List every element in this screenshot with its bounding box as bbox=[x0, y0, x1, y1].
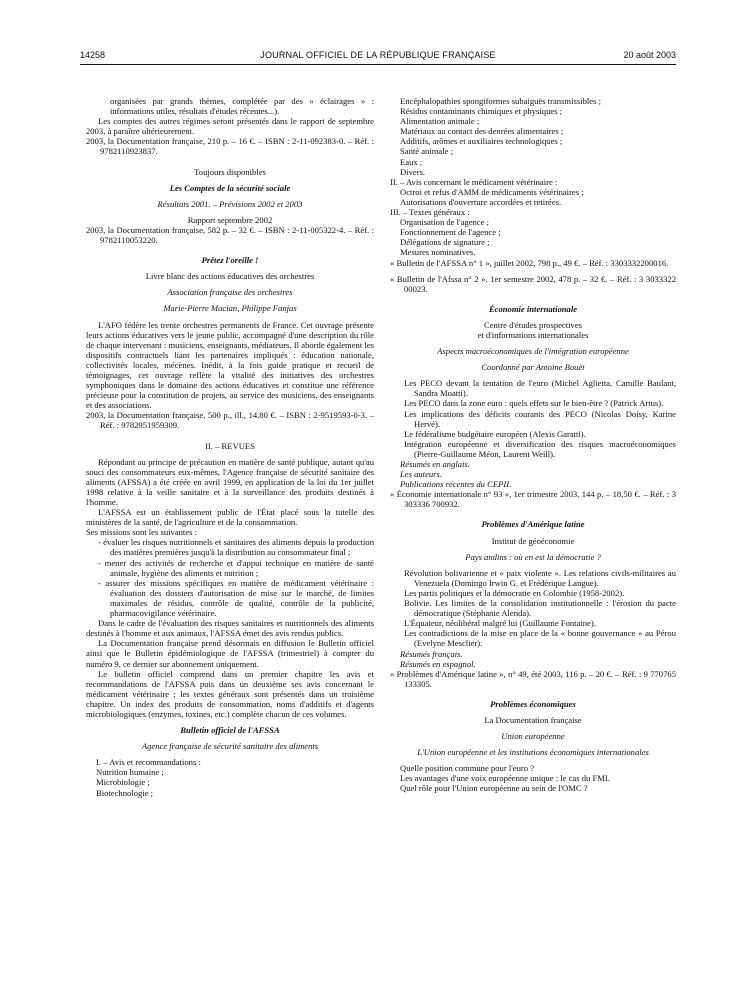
authors: Marie-Pierre Macian, Philippe Fanjas bbox=[163, 303, 297, 314]
article-entry: Quel rôle pour l'Union européenne au sein de l'OMC ? bbox=[400, 783, 588, 794]
list-heading: III. – Textes généraux : bbox=[390, 207, 470, 218]
publication-title: Prêtez l'oreille ! bbox=[201, 255, 259, 266]
article-entry: Les auteurs. bbox=[400, 469, 443, 480]
article-entry: Les partis politiques et la démocratie en Colombie (1958-2002). bbox=[404, 587, 625, 598]
right-column bbox=[390, 96, 676, 794]
section-heading: II. – REVUES bbox=[205, 440, 255, 451]
list-item: - assurer des missions spécifiques en matière de médicament vétérinaire : évaluation des dossiers d'autorisation de mise sur le marché, de limites maximales de résidus, contrôle de qualité, contrôle de la publicité, pharmacovigilance vétérinaire. bbox=[98, 577, 374, 619]
article-entry: Le fédéralisme budgétaire européen (Alexis Garatti). bbox=[404, 428, 586, 439]
list-item: Nutrition humaine ; bbox=[96, 767, 164, 778]
journal-title: JOURNAL OFFICIEL DE LA RÉPUBLIQUE FRANÇAISE bbox=[260, 50, 496, 60]
article-entry: Quelle position commune pour l'euro ? bbox=[400, 763, 535, 774]
issue-date: 20 août 2003 bbox=[623, 50, 676, 60]
paragraph: L'AFO fédère les trente orchestres permanents de France. Cet ouvrage présente leurs actions éducatives vers le jeune public, accompagné d'une description du rôle de chaque intervenant : musiciens, enseignants, médiateurs. Il aborde également les dispositifs contractuels liant les partenaires impliqués : éducation nationale, collectivités locales, mécènes. Inédit, à la fois guide pratique et recueil de témoignages, cet ouvrage reflète la vitalité des initiatives des orchestres symphoniques dans le domaine des actions éducatives et constitue une référence précieuse pour la constitution de projets, au service des musiciens, des enseignants et des associations. bbox=[86, 319, 374, 411]
publication-title: Bulletin officiel de l'AFSSA bbox=[180, 725, 280, 736]
article-entry: L'Équateur, néolibéral malgré lui (Guillaume Fontaine). bbox=[404, 618, 596, 629]
list-item: Alimentation animale ; bbox=[400, 116, 480, 127]
publication-subtitle: Aspects macroéconomiques de l'intégration européenne bbox=[437, 346, 629, 357]
publication-note: Rapport septembre 2002 bbox=[187, 214, 273, 225]
publication-subtitle: Pays andins : où en est la démocratie ? bbox=[465, 551, 601, 562]
paragraph: Répondant au principe de précaution en matière de santé publique, autant qu'au souci des consommateurs eux-mêmes, l'Agence française de sécurité sanitaire des aliments (AFSSA) a été créée en avril 1999, en application de la loi du 1er juillet 1998 relative à la veille sanitaire et à la surveillance des produits destinés à l'homme. bbox=[86, 456, 374, 507]
list-item: Autorisations d'ouverture accordées et retirées. bbox=[400, 196, 562, 207]
list-item: Eaux ; bbox=[400, 156, 423, 167]
paragraph: L'AFSSA est un établissement public de l'État placé sous la tutelle des ministères de la santé, de l'agriculture et de la consommation. bbox=[86, 507, 374, 528]
list-item: Fonctionnement de l'agence ; bbox=[400, 227, 501, 238]
publisher: La Documentation française bbox=[484, 714, 582, 725]
reference: 2003, la Documentation française, 582 p. – 32 €. – ISBN : 2-11-005322-4. – Réf. : 9782110053220. bbox=[86, 224, 374, 246]
list-item: Organisation de l'agence ; bbox=[400, 217, 489, 228]
paragraph: Les comptes des autres régimes seront présentés dans le rapport de septembre 2003, à paraître ultérieurement. bbox=[86, 116, 374, 137]
list-item: Encéphalopathies spongiformes subaiguës transmissibles ; bbox=[400, 96, 601, 106]
list-item: - évaluer les risques nutritionnels et sanitaires des aliments depuis la production des matières premières jusqu'à la distribution au consommateur final ; bbox=[98, 537, 374, 558]
article-entry: Résumés français. bbox=[400, 648, 463, 659]
article-entry: Les PECO devant la tentation de l'euro (Michel Aglietta, Camille Baulant, Sandra Moatti). bbox=[404, 378, 676, 399]
publisher: Institut de géoéconomie bbox=[491, 535, 575, 546]
list-item: Divers. bbox=[400, 166, 426, 177]
publication-title: Problèmes d'Amérique latine bbox=[481, 519, 585, 530]
publication-subtitle: Résultats 2001. – Prévisions 2002 et 2003 bbox=[157, 198, 303, 209]
list-heading: II. – Avis concernant le médicament vétérinaire : bbox=[390, 176, 558, 187]
article-entry: Les avantages d'une voix européenne unique : le cas du FMI. bbox=[400, 773, 610, 784]
publisher: Centre d'études prospectives bbox=[484, 319, 582, 330]
publication-subtitle: L'Union européenne et les institutions économiques internationales bbox=[417, 747, 649, 758]
paragraph: Dans le cadre de l'évaluation des risques sanitaires et nutritionnels des aliments destinés à l'homme et aux animaux, l'AFSSA émet des avis rendus publics. bbox=[86, 618, 374, 639]
list-item: Microbiologie ; bbox=[96, 777, 150, 788]
article-entry: Résumés en anglais. bbox=[400, 459, 470, 469]
publisher: et d'informations internationales bbox=[477, 329, 589, 340]
article-entry: Révolution bolivarienne et « paix violente ». Les relations civils-militaires au Venezuela (Domingo Irwin G. et Frédérique Langue). bbox=[404, 567, 676, 588]
list-item: Octroi et refus d'AMM de médicaments vétérinaires ; bbox=[400, 186, 584, 197]
reference: 2003, la Documentation française, 210 p. – 16 €. – ISBN : 2-11-092383-0. – Réf. : 9782110923837. bbox=[86, 136, 374, 157]
list-item: - mener des activités de recherche et d'appui technique en matière de santé animale, hygiène des aliments et nutrition ; bbox=[98, 557, 374, 578]
publication-title: Les Comptes de la sécurité sociale bbox=[169, 182, 291, 193]
list-item: Délégations de signature ; bbox=[400, 237, 490, 248]
reference: « Problèmes d'Amérique latine », n° 49, été 2003, 116 p. – 20 €. – Réf. : 9 770765 133305. bbox=[390, 668, 676, 689]
article-entry: Les PECO dans la zone euro : quels effets sur le bien-être ? (Patrick Artus). bbox=[404, 398, 664, 409]
section-heading: Toujours disponibles bbox=[194, 166, 266, 177]
publication-subtitle: Union européenne bbox=[501, 731, 565, 742]
list-item: Additifs, arômes et auxiliaires technologiques ; bbox=[400, 136, 563, 147]
list-item: Matériaux au contact des denrées alimentaires ; bbox=[400, 126, 564, 137]
list-item: Santé animale ; bbox=[400, 146, 453, 157]
article-entry: Publications récentes du CEPII. bbox=[400, 479, 512, 490]
paragraph: Ses missions sont les suivantes : bbox=[86, 527, 198, 538]
header-rule bbox=[80, 64, 676, 65]
list-item: Mesures nominatives. bbox=[400, 247, 476, 258]
article-entry: Intégration européenne et diversification des risques macroéconomiques (Pierre-Guillaume Méon, Laurent Weill). bbox=[404, 438, 676, 459]
authors: Coordonné par Antoine Bouët bbox=[481, 362, 585, 373]
list-heading: I. – Avis et recommandations : bbox=[96, 757, 201, 768]
publication-subtitle: Livre blanc des actions éducatives des orchestres bbox=[145, 271, 315, 282]
article-entry: Bolivie. Les limites de la consolidation institutionnelle : l'érosion du pacte démocratique (Stéphanie Alenda). bbox=[404, 598, 676, 619]
left-column bbox=[86, 96, 374, 798]
publication-title: Économie internationale bbox=[488, 303, 578, 314]
list-item: Résidus contaminants chimiques et physiques ; bbox=[400, 106, 563, 117]
reference: « Bulletin de l'Afssa n° 2 ». 1er semestre 2002, 478 p. – 32 €. – Réf. : 3 3033322 00023. bbox=[390, 273, 676, 294]
reference: « Économie internationale n° 93 », 1er trimestre 2003, 144 p. – 18,50 €. – Réf. : 3 303336 700932. bbox=[390, 489, 676, 510]
list-item: Biotechnologie ; bbox=[96, 787, 154, 798]
reference: « Bulletin de l'AFSSA n° 1 », juillet 2002, 798 p., 49 €. – Réf. : 3303332200016. bbox=[390, 257, 669, 268]
article-entry: Les implications des déficits courants des PECO (Nicolas Doisy, Karine Hervé). bbox=[404, 408, 676, 429]
publication-title: Problèmes économiques bbox=[490, 698, 576, 709]
paragraph: organisées par grands thèmes, complétée par des « éclairages » : informations utiles, résultats d'études récentes...). bbox=[110, 96, 374, 117]
page-number: 14258 bbox=[80, 50, 106, 60]
paragraph: La Documentation française prend désormais en diffusion le Bulletin officiel ainsi que le Bulletin épidémiologique de l'AFSSA (trimestriel) à compter du numéro 9, ce dernier sur abonnement uniquement. bbox=[86, 638, 374, 669]
publisher: Association française des orchestres bbox=[167, 287, 293, 298]
reference: 2003, la Documentation française, 500 p., ill., 14,80 €. – ISBN : 2-9519593-0-3. – Réf. : 9782951959309. bbox=[86, 410, 374, 431]
article-entry: Résumés en espagnol. bbox=[400, 658, 476, 669]
paragraph: Le bulletin officiel comprend dans un premier chapitre les avis et recommandations de l'AFSSA puis dans un deuxième ses avis concernant le médicament vétérinaire ; les textes généraux sont présentés dans un troisième chapitre. Un index des produits de consommation, noms d'additifs et d'agents microbiologiques (enzymes, toxines, etc.) complète chacun de ces volumes. bbox=[86, 668, 374, 719]
article-entry: Les contradictions de la mise en place de la « bonne gouvernance » au Pérou (Evelyne Mesclier). bbox=[404, 628, 676, 649]
publisher: Agence française de sécurité sanitaire des aliments bbox=[141, 741, 319, 752]
page-header bbox=[80, 50, 676, 64]
